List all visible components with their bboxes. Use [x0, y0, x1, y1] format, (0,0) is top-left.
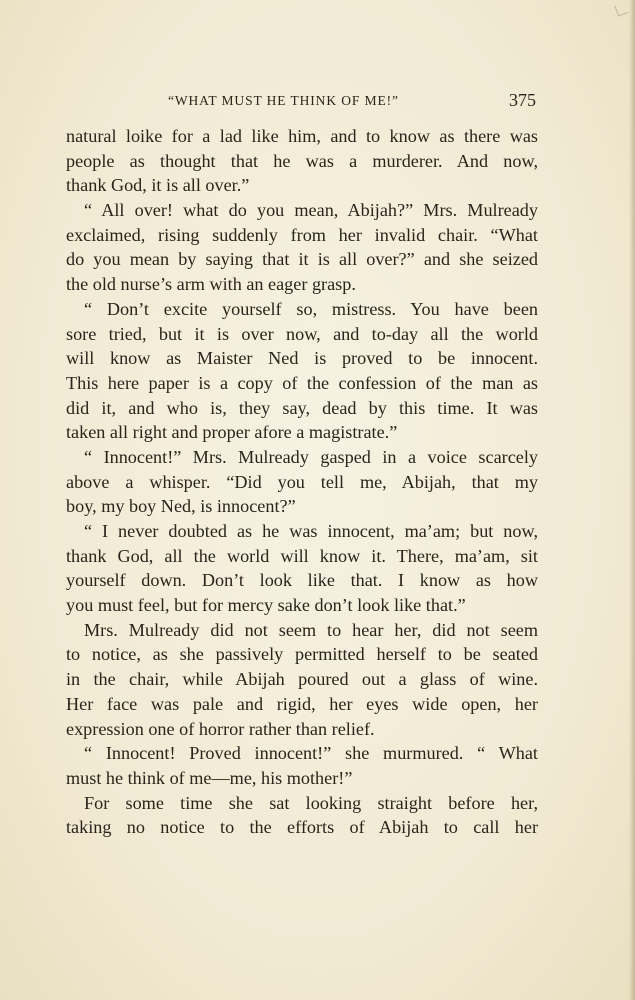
running-head [66, 90, 538, 114]
text-line: expression one of horror rather than relief. [66, 718, 375, 739]
body-text [66, 124, 538, 840]
text-line: sore tried, but it is over now, and to-day all the world [66, 323, 538, 344]
text-line: in the chair, while Abijah poured out a glass of wine. [66, 669, 538, 690]
text-line: “ Innocent! Proved innocent!” she murmured. “ What [84, 743, 538, 764]
page-number: 375 [509, 90, 536, 110]
text-line: thank God, all the world will know it. There, ma’am, sit [66, 545, 538, 566]
text-line: did it, and who is, they say, dead by this time. It was [66, 397, 538, 418]
page-edge-shadow [629, 0, 635, 1000]
text-line: natural loike for a lad like him, and to know as there was [66, 126, 538, 146]
text-line: This here paper is a copy of the confession of the man as [66, 372, 538, 393]
text-line: must he think of me—me, his mother!” [66, 767, 353, 788]
running-title: “WHAT MUST HE THINK OF ME!” [168, 93, 399, 108]
text-line: “ All over! what do you mean, Abijah?” Mrs. Mulready [84, 200, 538, 221]
text-line: the old nurse’s arm with an eager grasp. [66, 274, 356, 295]
text-line: “ Don’t excite yourself so, mistress. You have been [84, 298, 538, 319]
text-line: taking no notice to the efforts of Abijah to call her [66, 817, 538, 838]
text-line: above a whisper. “Did you tell me, Abijah, that my [66, 471, 538, 492]
text-line: to notice, as she passively permitted herself to be seated [66, 644, 538, 665]
text-line: Her face was pale and rigid, her eyes wide open, her [66, 693, 538, 714]
text-line: yourself down. Don’t look like that. I know as how [66, 570, 538, 591]
text-line: Mrs. Mulready did not seem to hear her, did not seem [84, 619, 538, 640]
text-line: people as thought that he was a murderer. And now, [66, 150, 538, 171]
text-line: For some time she sat looking straight before her, [84, 792, 538, 813]
text-line: exclaimed, rising suddenly from her invalid chair. “What [66, 224, 538, 245]
text-line: boy, my boy Ned, is innocent?” [66, 496, 296, 517]
text-line: “ I never doubted as he was innocent, ma’am; but now, [84, 521, 538, 541]
text-line: do you mean by saying that it is all over?” and she seized [66, 249, 538, 270]
page-corner-mark [614, 2, 628, 16]
text-line: taken all right and proper afore a magistrate.” [66, 422, 398, 443]
text-line: will know as Maister Ned is proved to be innocent. [66, 348, 538, 369]
text-line: you must feel, but for mercy sake don’t look like that.” [66, 595, 466, 616]
text-line: thank God, it is all over.” [66, 175, 250, 196]
text-line: “ Innocent!” Mrs. Mulready gasped in a voice scarcely [84, 446, 538, 467]
